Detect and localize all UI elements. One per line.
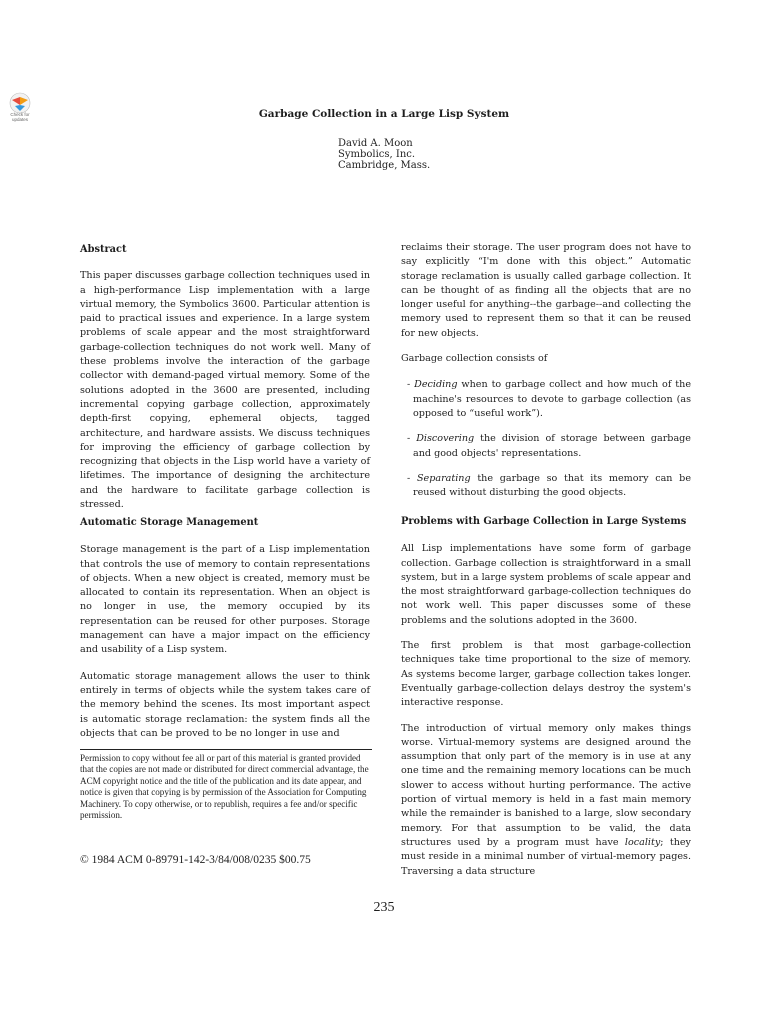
gc-consists-of: Garbage collection consists of (401, 353, 548, 365)
problems-para-1: All Lisp implementations have some form of garbage collection. Garbage collection is straightforward in a small system, but in a large system problems of scale appear and the most straightforward garbage-collection techniques do not work well. This paper discusses some of these problems and the solutions adopted in the 3600. (401, 543, 691, 626)
list-item: - Separating the garbage so that its memory can be reused without disturbing the good objects. (407, 472, 691, 499)
author-location: Cambridge, Mass. (338, 160, 431, 171)
list-item-text: when to garbage collect and how much of the machine's resources to devote to garbage collection (as opposed to “useful work”). (413, 379, 691, 419)
author-name: David A. Moon (338, 138, 413, 149)
problems-para-3-emphasis: locality (624, 836, 661, 848)
list-item-term: Deciding (414, 379, 458, 391)
storage-management-para-1: Storage management is the part of a Lisp implementation that controls the use of memory to contain representations of objects. When a new object is created, memory must be allocated to contain its representation. When an object is no longer in use, the memory occupied by its representation can be reused for other purposes. Storage management can have a major impact on the efficiency and usability of a Lisp system. (80, 544, 370, 656)
page-number: 235 (373, 900, 395, 915)
problems-para-3-text: The introduction of virtual memory only makes things worse. Virtual-memory systems are designed around the assumption that only part of the memory is in use at any one time and the remaining memory locations can be much slower to access without hurting performance. The active portion of virtual memory is held in a fast main memory while the remainder is banished to a large, slow secondary memory. For that assumption to be valid, the data structures used by a program must have (401, 722, 691, 848)
problems-section (401, 515, 691, 879)
list-item-text: the division of storage between garbage and good objects' representations. (413, 433, 691, 459)
list-item: - Deciding when to garbage collect and how much of the machine's resources to devote to garbage collection (as opposed to “useful work”). (407, 379, 691, 419)
paper-title: Garbage Collection in a Large Lisp System (258, 108, 510, 120)
copyright-line: © 1984 ACM 0-89791-142-3/84/008/0235 $00.75 (80, 854, 311, 866)
badge-label: Check for updates (10, 112, 30, 122)
problems-para-2: The first problem is that most garbage-collection techniques take time proportional to the size of memory. As systems become larger, garbage collection takes longer. Eventually garbage-collection delays destroy the system's interactive response. (401, 640, 691, 709)
list-item-text: the garbage so that its memory can be reused without disturbing the good objects. (413, 472, 691, 499)
list-item-term: Discovering (416, 433, 475, 445)
gc-steps-list (401, 378, 691, 500)
abstract-heading: Abstract (80, 244, 127, 255)
storage-management-para-2: Automatic storage management allows the user to think entirely in terms of objects while the system takes care of the memory behind the scenes. Its most important aspect is automatic storage reclamation: the system finds all the objects that can be proved to be no longer in use and (80, 670, 370, 739)
problems-para-3-text-end: ; they must reside in a minimal number of virtual-memory pages. Traversing a data structure (401, 836, 691, 877)
author-block (338, 138, 430, 171)
list-item: - Discovering the division of storage between garbage and good objects' representations. (407, 433, 691, 459)
storage-management-section (80, 516, 370, 741)
problems-heading: Problems with Garbage Collection in Large Systems (401, 516, 687, 527)
permission-footnote: Permission to copy without fee all or part of this material is granted provided that the copies are not made or distributed for direct commercial advantage, the ACM copyright notice and the title of the publication and its date appear, and notice is given that copying is by permission of the Association for Computing Machinery. To copy otherwise, or to republish, requires a fee and/or specific permission. (80, 749, 372, 821)
author-affiliation: Symbolics, Inc. (338, 149, 416, 160)
list-item-term: Separating (416, 472, 471, 484)
storage-management-heading: Automatic Storage Management (80, 517, 259, 528)
problems-para-3 (401, 722, 691, 879)
abstract-section (80, 243, 370, 512)
gc-intro-para: reclaims their storage. The user program does not have to say explicitly “I'm done with this object.” Automatic storage reclamation is usually called garbage collection. It can be thought of as finding all the objects that are no longer useful for anything--the garbage--and collecting the memory used to represent them so that it can be reused for new objects. (401, 242, 691, 339)
abstract-text: This paper discusses garbage collection techniques used in a high-performance Lisp implementation with a large virtual memory, the Symbolics 3600. Particular attention is paid to practical issues and experience. In a large system problems of scale appear and the most straightforward garbage-collection techniques do not work well. Many of these problems involve the interaction of the garbage collector with demand-paged virtual memory. Some of the solutions adopted in the 3600 are presented, including incremental copying garbage collection, approximately depth-first copying, ephemeral objects, tagged architecture, and hardware assists. We discuss techniques for improving the efficiency of garbage collection by recognizing that objects in the Lisp world have a variety of lifetimes. The importance of designing the architecture and the hardware to facilitate garbage collection is stressed. (80, 270, 370, 511)
gc-intro-section (401, 241, 691, 500)
